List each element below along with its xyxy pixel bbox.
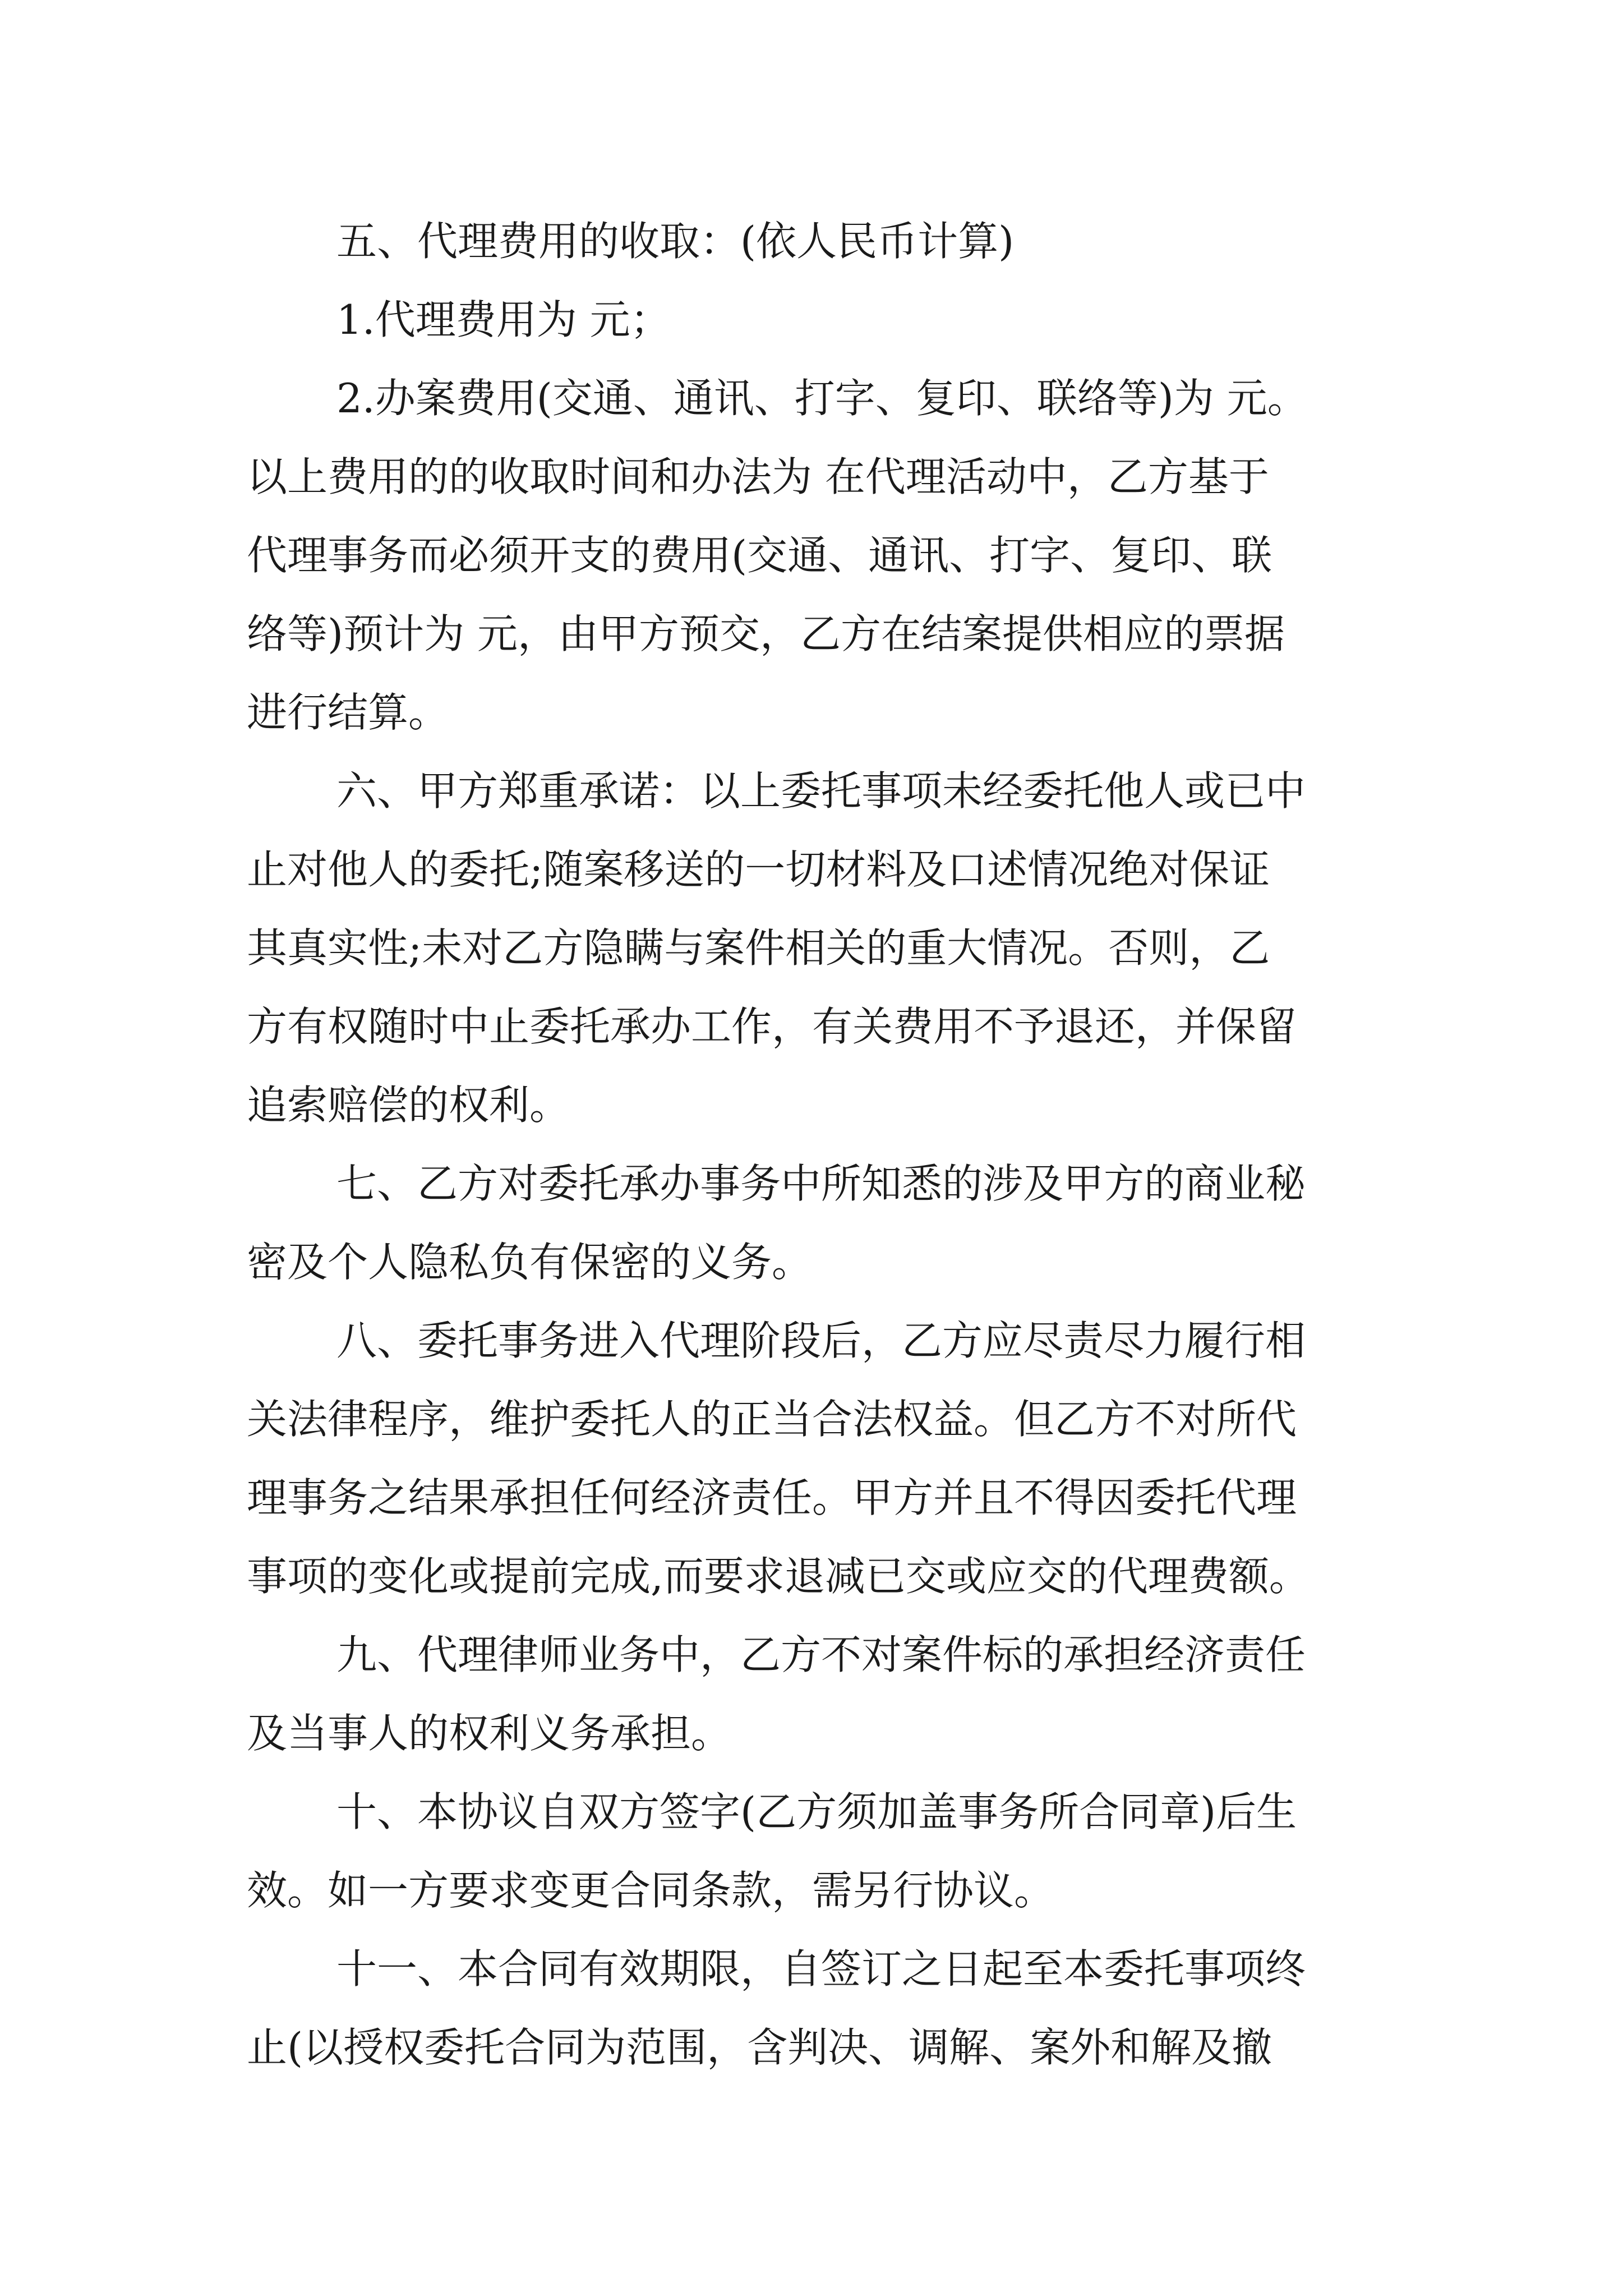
text-line: 五、代理费用的收取：(依人民币计算) bbox=[336, 218, 1015, 265]
text-line: 1.代理费用为 元； bbox=[336, 296, 671, 343]
text-line: 效。如一方要求变更合同条款，需另行协议。 bbox=[247, 1867, 1055, 1914]
text-line: 九、代理律师业务中，乙方不对案件标的承担经济责任 bbox=[336, 1631, 1306, 1678]
text-line: 追索赔偿的权利。 bbox=[247, 1082, 570, 1129]
text-line: 代理事务而必须开支的费用(交通、通讯、打字、复印、联 bbox=[247, 532, 1272, 579]
text-line: 止对他人的委托;随案移送的一切材料及口述情况绝对保证 bbox=[247, 846, 1270, 893]
text-line: 以上费用的的收取时间和办法为 在代理活动中，乙方基于 bbox=[247, 453, 1269, 500]
text-line: 十、本协议自双方签字(乙方须加盖事务所合同章)后生 bbox=[336, 1788, 1297, 1835]
text-line: 及当事人的权利义务承担。 bbox=[247, 1710, 732, 1757]
text-line: 其真实性;未对乙方隐瞒与案件相关的重大情况。否则，乙 bbox=[247, 924, 1270, 972]
text-line: 理事务之结果承担任何经济责任。甲方并且不得因委托代理 bbox=[247, 1474, 1297, 1521]
text-line: 事项的变化或提前完成,而要求退减已交或应交的代理费额。 bbox=[247, 1553, 1310, 1600]
text-line: 络等)预计为 元，由甲方预交，乙方在结案提供相应的票据 bbox=[247, 610, 1285, 657]
text-line: 关法律程序，维护委托人的正当合法权益。但乙方不对所代 bbox=[247, 1396, 1297, 1443]
text-line: 六、甲方郑重承诺：以上委托事项未经委托他人或已中 bbox=[336, 767, 1306, 815]
text-line: 密及个人隐私负有保密的义务。 bbox=[247, 1239, 813, 1286]
text-line: 2.办案费用(交通、通讯、打字、复印、联络等)为 元。 bbox=[336, 375, 1308, 422]
text-line: 八、委托事务进入代理阶段后，乙方应尽责尽力履行相 bbox=[336, 1317, 1306, 1364]
text-line: 七、乙方对委托承办事务中所知悉的涉及甲方的商业秘 bbox=[336, 1160, 1306, 1207]
text-line: 进行结算。 bbox=[247, 689, 449, 736]
text-line: 十一、本合同有效期限，自签订之日起至本委托事项终 bbox=[336, 1945, 1306, 1993]
text-line: 止(以授权委托合同为范围，含判决、调解、案外和解及撤 bbox=[247, 2024, 1272, 2071]
text-line: 方有权随时中止委托承办工作，有关费用不予退还，并保留 bbox=[247, 1003, 1297, 1050]
